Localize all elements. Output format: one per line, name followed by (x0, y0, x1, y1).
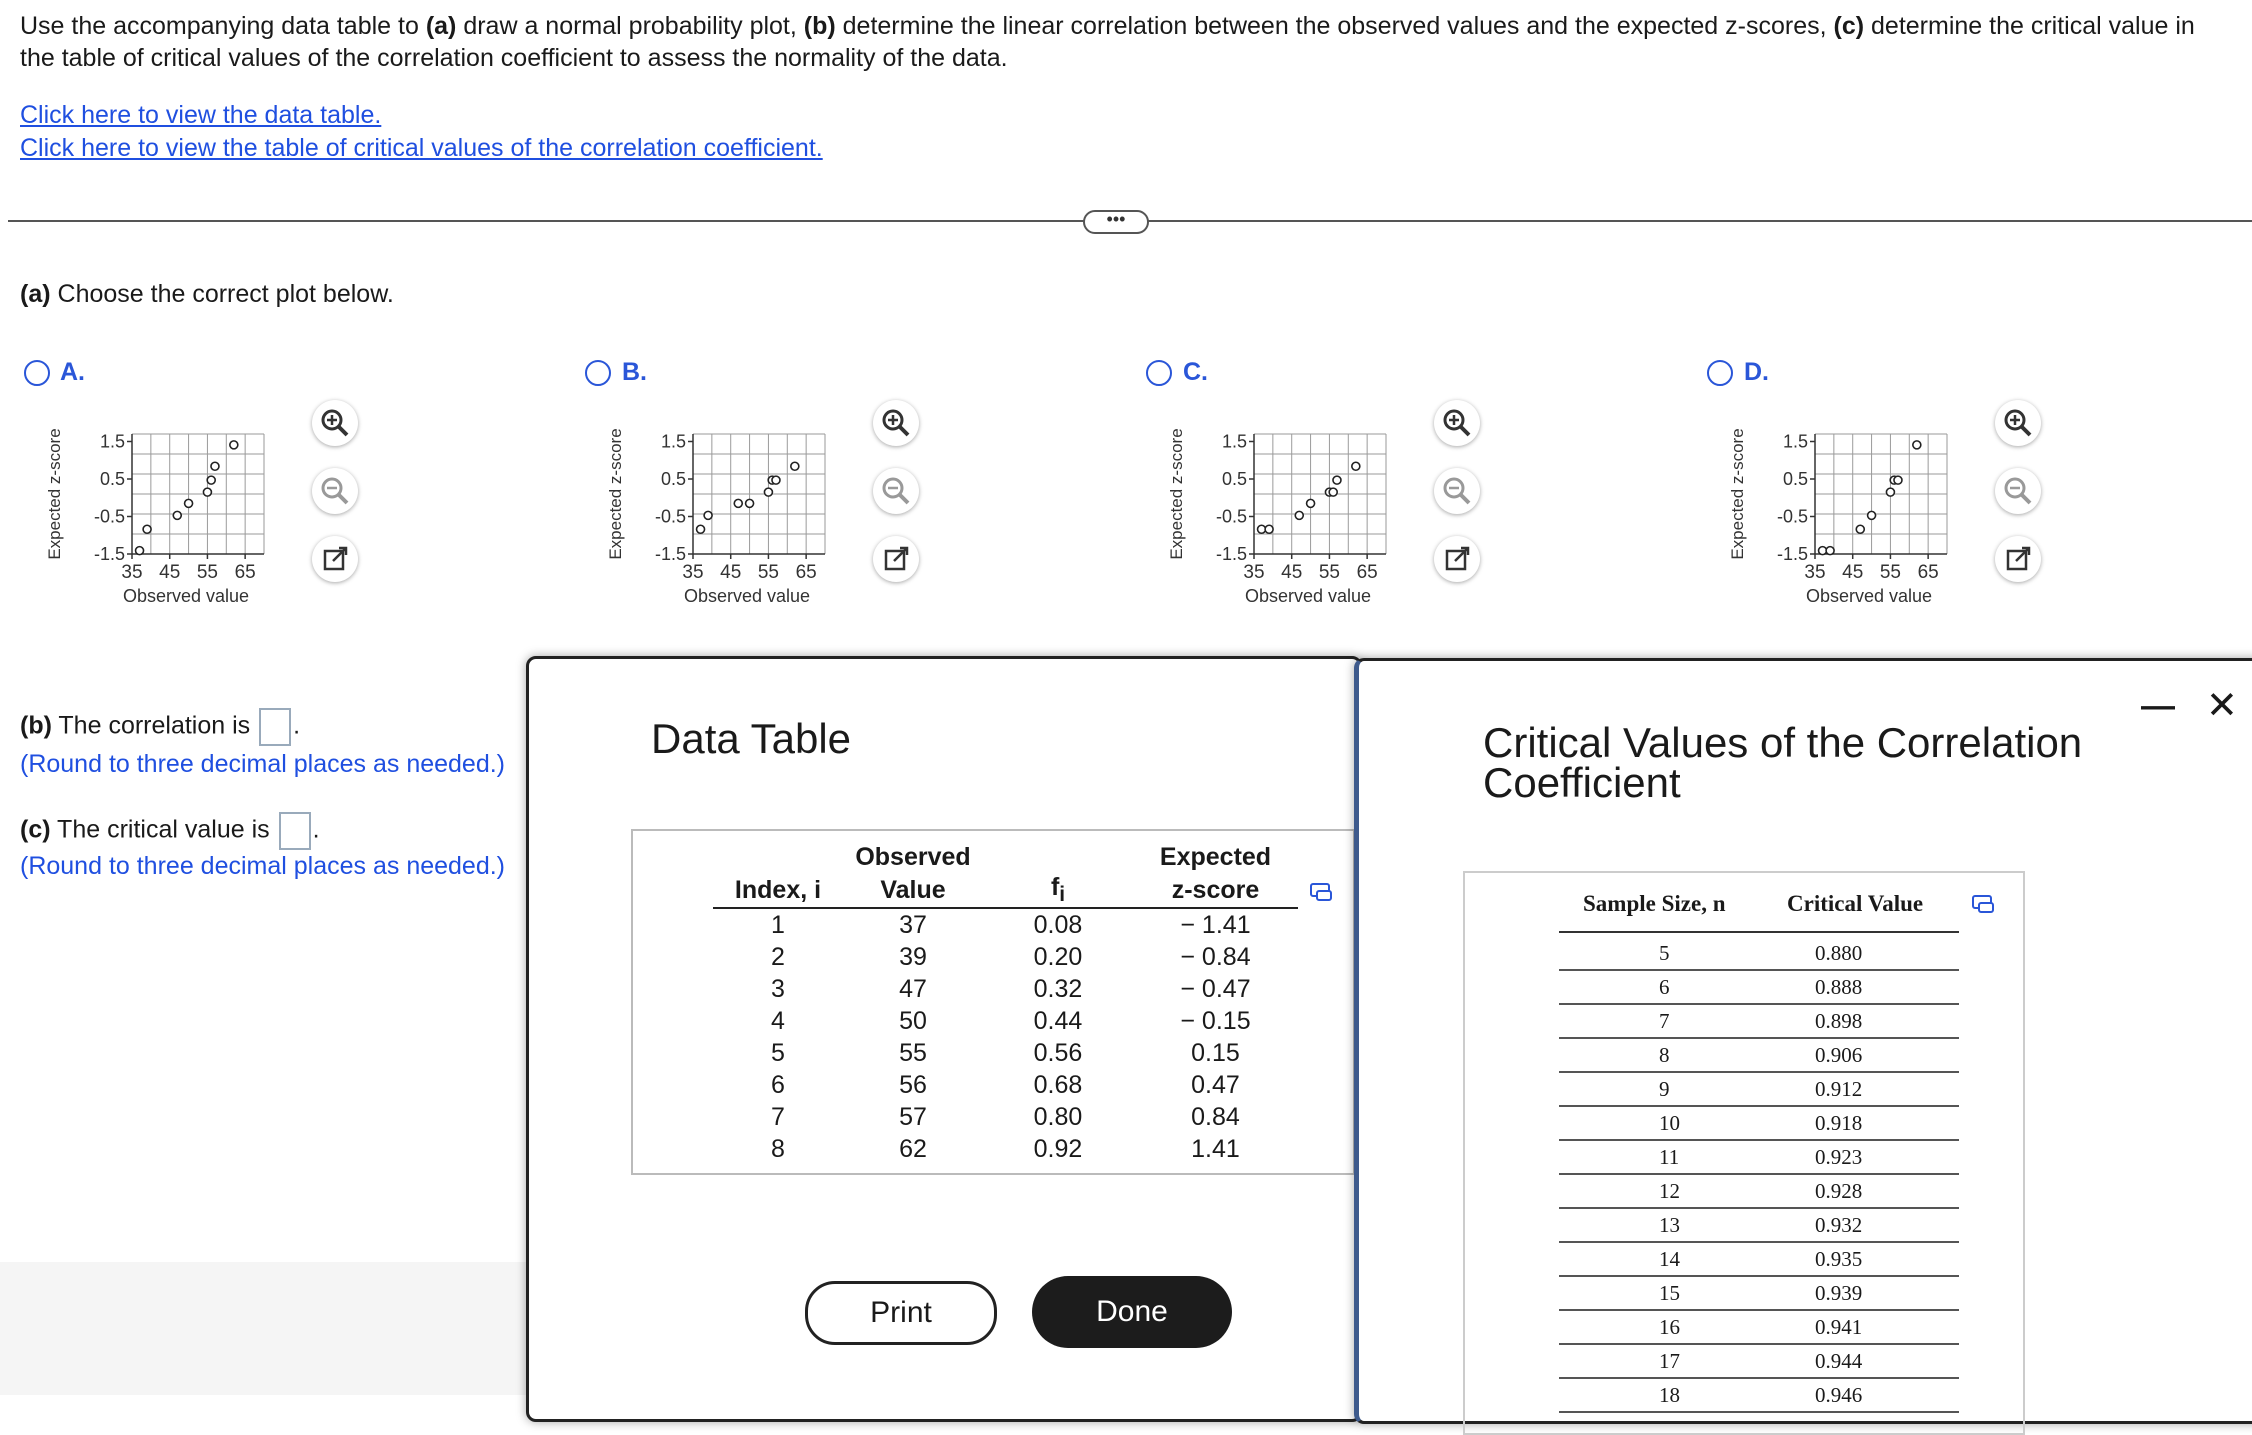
y-tick-label: 1.5 (660, 431, 686, 452)
x-tick-label: 55 (196, 562, 218, 583)
header-cell-empty (983, 841, 1133, 873)
done-button[interactable]: Done (1032, 1276, 1232, 1348)
plot-point (185, 499, 193, 507)
question-text (20, 10, 2220, 74)
observed-cell: 37 (899, 910, 927, 939)
x-tick-label: 35 (682, 562, 704, 583)
y-tick-label: 0.5 (1782, 469, 1808, 489)
x-tick-label: 45 (159, 562, 181, 583)
x-axis-label: Observed value (1244, 586, 1372, 606)
table-row (1559, 1003, 1959, 1039)
fi-cell: 0.44 (1033, 1006, 1083, 1035)
critical-values-table-frame (1463, 871, 2025, 1435)
table-row (713, 973, 1298, 1005)
option-a-zoom-out-button[interactable] (312, 468, 358, 514)
more-options-button[interactable]: ••• (1083, 210, 1149, 234)
option-b-zoom-in-button[interactable] (873, 400, 919, 446)
z-score-cell: − 0.15 (1180, 1006, 1251, 1035)
critical-values-link[interactable]: Click here to view the table of critical values of the correlation coefficient. (20, 134, 823, 162)
observed-cell: 47 (899, 974, 927, 1003)
part-b-end: . (293, 711, 301, 740)
minimize-button[interactable]: — (2141, 687, 2175, 725)
table-row (1559, 935, 1959, 971)
fi-cell: 0.20 (1033, 942, 1083, 971)
observed-cell: 57 (899, 1102, 927, 1131)
plot-point (772, 476, 780, 484)
table-row (713, 1005, 1298, 1037)
copy-table-icon[interactable] (1971, 893, 1997, 915)
table-row (1559, 1241, 1959, 1277)
question-c-text: determine the critical value in the table of critical values of the correlation coefficient to assess the normality of the data. (20, 12, 2195, 72)
table-row (1559, 1377, 1959, 1413)
copy-table-icon[interactable] (1309, 881, 1335, 903)
header-observed-bottom: Value (880, 875, 946, 904)
plot-point (1352, 462, 1360, 470)
option-d-zoom-in-button[interactable] (1995, 400, 2041, 446)
y-tick-label: -1.5 (93, 544, 125, 564)
y-tick-label: -0.5 (93, 506, 125, 527)
y-tick-label: 1.5 (1782, 431, 1808, 452)
part-c-text: The critical value is (50, 815, 277, 844)
zoom-out-icon (312, 468, 358, 514)
zoom-in-icon (312, 400, 358, 446)
close-button[interactable]: ✕ (2206, 685, 2238, 727)
option-b-radio[interactable] (585, 360, 611, 386)
plot-point (1894, 476, 1902, 484)
zoom-in-icon (873, 400, 919, 446)
critical-value-cell: 0.939 (1815, 1281, 1863, 1305)
z-score-cell: 0.47 (1191, 1070, 1240, 1099)
plot-point (1333, 476, 1341, 484)
plot-point (143, 525, 151, 533)
option-c-label[interactable]: C. (1183, 358, 1208, 386)
part-b-prompt (20, 708, 300, 746)
y-tick-label: -1.5 (1776, 544, 1808, 564)
observed-cell: 50 (899, 1006, 927, 1035)
header-z-top: Expected (1159, 842, 1272, 871)
critical-value-cell: 0.918 (1815, 1111, 1863, 1135)
header-sample-size: Sample Size, n (1583, 891, 1726, 916)
question-c-tag: (c) (1833, 12, 1865, 40)
critical-values-title (1483, 719, 2083, 806)
table-row (713, 1069, 1298, 1101)
zoom-out-icon (1434, 468, 1480, 514)
index-cell: 8 (771, 1134, 785, 1163)
popout-icon (1995, 536, 2041, 582)
option-b-popout-button[interactable] (873, 536, 919, 582)
critical-value-cell: 0.912 (1815, 1077, 1863, 1101)
y-tick-label: 1.5 (99, 431, 125, 452)
plot-point (704, 511, 712, 519)
header-cell-empty (713, 841, 843, 873)
z-score-cell: 0.15 (1191, 1038, 1240, 1067)
sample-size-cell: 18 (1659, 1383, 1680, 1407)
table-row (713, 1037, 1298, 1069)
part-c-end: . (312, 815, 320, 844)
option-a-plot (40, 420, 320, 660)
y-axis-label: Expected z-score (606, 428, 625, 560)
critical-values-dialog (1354, 658, 2252, 1424)
plot-point (1295, 511, 1303, 519)
header-fi-subscript: i (1059, 883, 1066, 906)
observed-cell: 39 (899, 942, 927, 971)
y-tick-label: -0.5 (654, 506, 686, 527)
table-row (1559, 1275, 1959, 1311)
table-row (1559, 1105, 1959, 1141)
critical-value-cell: 0.906 (1815, 1043, 1863, 1067)
index-cell: 2 (771, 942, 785, 971)
option-b-zoom-out-button[interactable] (873, 468, 919, 514)
x-axis-label: Observed value (1805, 586, 1933, 606)
x-tick-label: 45 (1281, 562, 1303, 583)
fi-cell: 0.56 (1033, 1038, 1083, 1067)
plot-point (1307, 499, 1315, 507)
index-cell: 5 (771, 1038, 785, 1067)
option-d-label[interactable]: D. (1744, 358, 1769, 386)
plot-point (1265, 525, 1273, 533)
fi-cell: 0.92 (1033, 1134, 1083, 1163)
observed-cell: 56 (899, 1070, 927, 1099)
fi-cell: 0.80 (1033, 1102, 1083, 1131)
plot-point (791, 462, 799, 470)
option-a-label[interactable]: A. (60, 358, 85, 386)
table-row (1559, 1309, 1959, 1345)
zoom-in-icon (1434, 400, 1480, 446)
question-a-tag: (a) (425, 12, 457, 40)
sample-size-cell: 7 (1659, 1009, 1670, 1033)
data-table-title: Data Table (651, 715, 852, 762)
zoom-out-icon (873, 468, 919, 514)
x-tick-label: 65 (1917, 562, 1939, 583)
fi-cell: 0.32 (1033, 974, 1083, 1003)
critical-value-cell: 0.923 (1815, 1145, 1863, 1169)
question-a-text: draw a normal probability plot, (456, 12, 804, 40)
option-d-radio[interactable] (1707, 360, 1733, 386)
fi-cell: 0.08 (1033, 910, 1083, 939)
critical-value-cell: 0.935 (1815, 1247, 1863, 1271)
option-c-zoom-out-button[interactable] (1434, 468, 1480, 514)
data-table-frame (631, 829, 1355, 1175)
option-c-popout-button[interactable] (1434, 536, 1480, 582)
y-tick-label: -1.5 (1215, 544, 1247, 564)
z-score-cell: 1.41 (1191, 1134, 1240, 1163)
data-table-link[interactable]: Click here to view the data table. (20, 101, 382, 129)
y-tick-label: 0.5 (99, 469, 125, 489)
part-a-prompt (20, 280, 394, 309)
option-b-plot (601, 420, 881, 660)
x-tick-label: 55 (1318, 562, 1340, 583)
footer-shade (0, 1262, 528, 1395)
y-tick-label: 0.5 (1221, 469, 1247, 489)
x-tick-label: 35 (121, 562, 143, 583)
critical-value-answer-input[interactable] (279, 812, 311, 850)
y-axis-label: Expected z-score (1167, 428, 1186, 560)
x-tick-label: 45 (1842, 562, 1864, 583)
sample-size-cell: 12 (1659, 1179, 1680, 1203)
x-tick-label: 65 (1356, 562, 1378, 583)
critical-value-cell: 0.928 (1815, 1179, 1863, 1203)
plot-point (1826, 547, 1834, 555)
data-table (713, 841, 1298, 1165)
question-prefix: Use the accompanying data table to (20, 12, 426, 40)
critical-value-cell: 0.941 (1815, 1315, 1863, 1339)
sample-size-cell: 8 (1659, 1043, 1670, 1067)
z-score-cell: − 0.84 (1180, 942, 1251, 971)
y-tick-label: -0.5 (1215, 506, 1247, 527)
x-tick-label: 55 (1879, 562, 1901, 583)
table-row (1559, 1173, 1959, 1209)
sample-size-cell: 15 (1659, 1281, 1680, 1305)
option-a-popout-button[interactable] (312, 536, 358, 582)
correlation-answer-input[interactable] (259, 708, 291, 746)
table-row (713, 908, 1298, 941)
popout-icon (312, 536, 358, 582)
critical-value-cell: 0.888 (1815, 975, 1863, 999)
popout-icon (873, 536, 919, 582)
plot-point (1329, 488, 1337, 496)
question-b-text: determine the linear correlation between the observed values and the expected z-scores, (835, 12, 1834, 40)
sample-size-cell: 16 (1659, 1315, 1680, 1339)
critical-value-cell: 0.880 (1815, 941, 1863, 965)
index-cell: 1 (771, 910, 785, 939)
question-b-tag: (b) (803, 12, 836, 40)
z-score-cell: − 0.47 (1180, 974, 1251, 1003)
sample-size-cell: 14 (1659, 1247, 1680, 1271)
y-axis-label: Expected z-score (45, 428, 64, 560)
y-axis-label: Expected z-score (1728, 428, 1747, 560)
header-fi (983, 873, 1133, 908)
critical-value-cell: 0.944 (1815, 1349, 1863, 1373)
x-tick-label: 35 (1243, 562, 1265, 583)
sample-size-cell: 9 (1659, 1077, 1670, 1101)
header-z-bottom: z-score (1171, 875, 1260, 904)
option-d-popout-button[interactable] (1995, 536, 2041, 582)
part-b-tag: (b) (20, 711, 52, 740)
part-c-tag: (c) (20, 815, 51, 844)
plot-point (230, 441, 238, 449)
observed-cell: 55 (899, 1038, 927, 1067)
critical-value-cell: 0.946 (1815, 1383, 1863, 1407)
plot-point (173, 511, 181, 519)
index-cell: 6 (771, 1070, 785, 1099)
table-row (1559, 1071, 1959, 1107)
plot-point (1856, 525, 1864, 533)
zoom-out-icon (1995, 468, 2041, 514)
sample-size-cell: 17 (1659, 1349, 1680, 1373)
plot-point (697, 525, 705, 533)
z-score-cell: − 1.41 (1180, 910, 1251, 939)
x-tick-label: 55 (757, 562, 779, 583)
y-tick-label: -0.5 (1776, 506, 1808, 527)
table-row (713, 1133, 1298, 1165)
header-fi-letter: f (1050, 873, 1060, 901)
option-d-zoom-out-button[interactable] (1995, 468, 2041, 514)
plot-point (136, 547, 144, 555)
option-c-radio[interactable] (1146, 360, 1172, 386)
critical-value-cell: 0.932 (1815, 1213, 1863, 1237)
x-tick-label: 35 (1804, 562, 1826, 583)
part-b-hint: (Round to three decimal places as needed.) (20, 750, 506, 778)
observed-cell: 62 (899, 1134, 927, 1163)
zoom-in-icon (1995, 400, 2041, 446)
part-c-prompt (20, 812, 320, 850)
y-tick-label: 0.5 (660, 469, 686, 489)
sample-size-cell: 11 (1659, 1145, 1680, 1169)
critical-value-cell: 0.898 (1815, 1009, 1863, 1033)
sample-size-cell: 10 (1659, 1111, 1680, 1135)
sample-size-cell: 6 (1659, 975, 1670, 999)
table-row (1559, 1207, 1959, 1243)
option-c-zoom-in-button[interactable] (1434, 400, 1480, 446)
y-tick-label: -1.5 (654, 544, 686, 564)
header-rule (1559, 931, 1959, 933)
plot-point (1913, 441, 1921, 449)
x-tick-label: 65 (234, 562, 256, 583)
table-row (1559, 969, 1959, 1005)
part-a-tag: (a) (20, 280, 51, 308)
table-row (1559, 1139, 1959, 1175)
index-cell: 4 (771, 1006, 785, 1035)
part-b-text: The correlation is (51, 711, 258, 740)
header-index: Index, i (734, 875, 822, 904)
table-row (1559, 1343, 1959, 1379)
y-tick-label: 1.5 (1221, 431, 1247, 452)
x-axis-label: Observed value (683, 586, 811, 606)
data-table-header-row-2 (713, 873, 1298, 908)
plot-point (734, 499, 742, 507)
plot-point (207, 476, 215, 484)
table-row (1559, 1037, 1959, 1073)
sample-size-cell: 13 (1659, 1213, 1680, 1237)
x-tick-label: 65 (795, 562, 817, 583)
z-score-cell: 0.84 (1191, 1102, 1240, 1131)
data-table-header-row-1 (713, 841, 1298, 873)
table-row (713, 1101, 1298, 1133)
option-b-label[interactable]: B. (622, 358, 647, 386)
header-critical-value: Critical Value (1787, 891, 1924, 916)
option-c-plot (1162, 420, 1442, 660)
index-cell: 3 (771, 974, 785, 1003)
part-c-hint: (Round to three decimal places as needed.) (20, 852, 506, 880)
table-row (713, 941, 1298, 973)
part-a-text: Choose the correct plot below. (50, 280, 394, 308)
print-button[interactable]: Print (805, 1281, 997, 1345)
critical-values-title-line1: Critical Values of the Correlation (1483, 719, 2083, 766)
option-a-zoom-in-button[interactable] (312, 400, 358, 446)
header-observed-top: Observed (855, 842, 971, 871)
critical-values-title-line2: Coefficient (1483, 759, 1681, 806)
sample-size-cell: 5 (1659, 941, 1670, 965)
popout-icon (1434, 536, 1480, 582)
x-tick-label: 45 (720, 562, 742, 583)
plot-point (203, 488, 211, 496)
plot-point (746, 499, 754, 507)
x-axis-label: Observed value (122, 586, 250, 606)
data-table-dialog (526, 656, 1362, 1422)
index-cell: 7 (771, 1102, 785, 1131)
option-a-radio[interactable] (24, 360, 50, 386)
option-d-plot (1723, 420, 2003, 660)
plot-point (1886, 488, 1894, 496)
plot-point (764, 488, 772, 496)
plot-point (211, 462, 219, 470)
fi-cell: 0.68 (1033, 1070, 1083, 1099)
plot-point (1868, 511, 1876, 519)
